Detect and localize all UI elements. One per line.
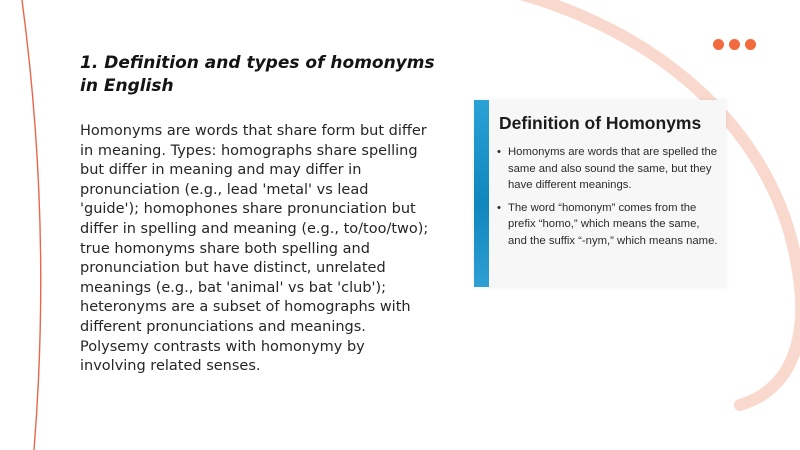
card-accent-bar [474,100,489,287]
bullet-icon: • [497,201,501,214]
card-heading: Definition of Homonyms [499,113,702,133]
slide-body-text: Homonyms are words that share form but differ in meaning. Types: homographs share spelling but differ in meaning and may differ in pronunciation (e.g., lead 'metal' vs lead 'guide'); homophones share pronunciation but differ in spelling and meaning (e.g., to/too/two); true homonyms share both spelling and pronunciation but have distinct, unrelated meanings (e.g., bat 'animal' vs bat 'club'); heteronyms are a subset of homographs with different pronunciations and meanings. Polysemy contrasts with homonymy by involving related senses. [80,123,429,375]
decorative-dots [713,39,756,50]
decorative-line [22,0,41,450]
bullet-icon: • [497,146,501,158]
definition-card-image [474,100,726,287]
dot-icon [713,39,724,50]
list-item [497,144,719,194]
card-bullet-text: Homonyms are words that are spelled the same and also sound the same, but they have different meanings. [508,146,718,191]
dot-icon [745,39,756,50]
card-bullet-text: The word “homonym” comes from the prefix “homo,” which means the same, and the suffix “-nym,” which means name. [508,201,718,247]
slide-title: 1. Definition and types of homonyms in English [80,53,435,96]
list-item [497,200,719,250]
dot-icon [729,39,740,50]
card-bullet-list [497,144,719,255]
